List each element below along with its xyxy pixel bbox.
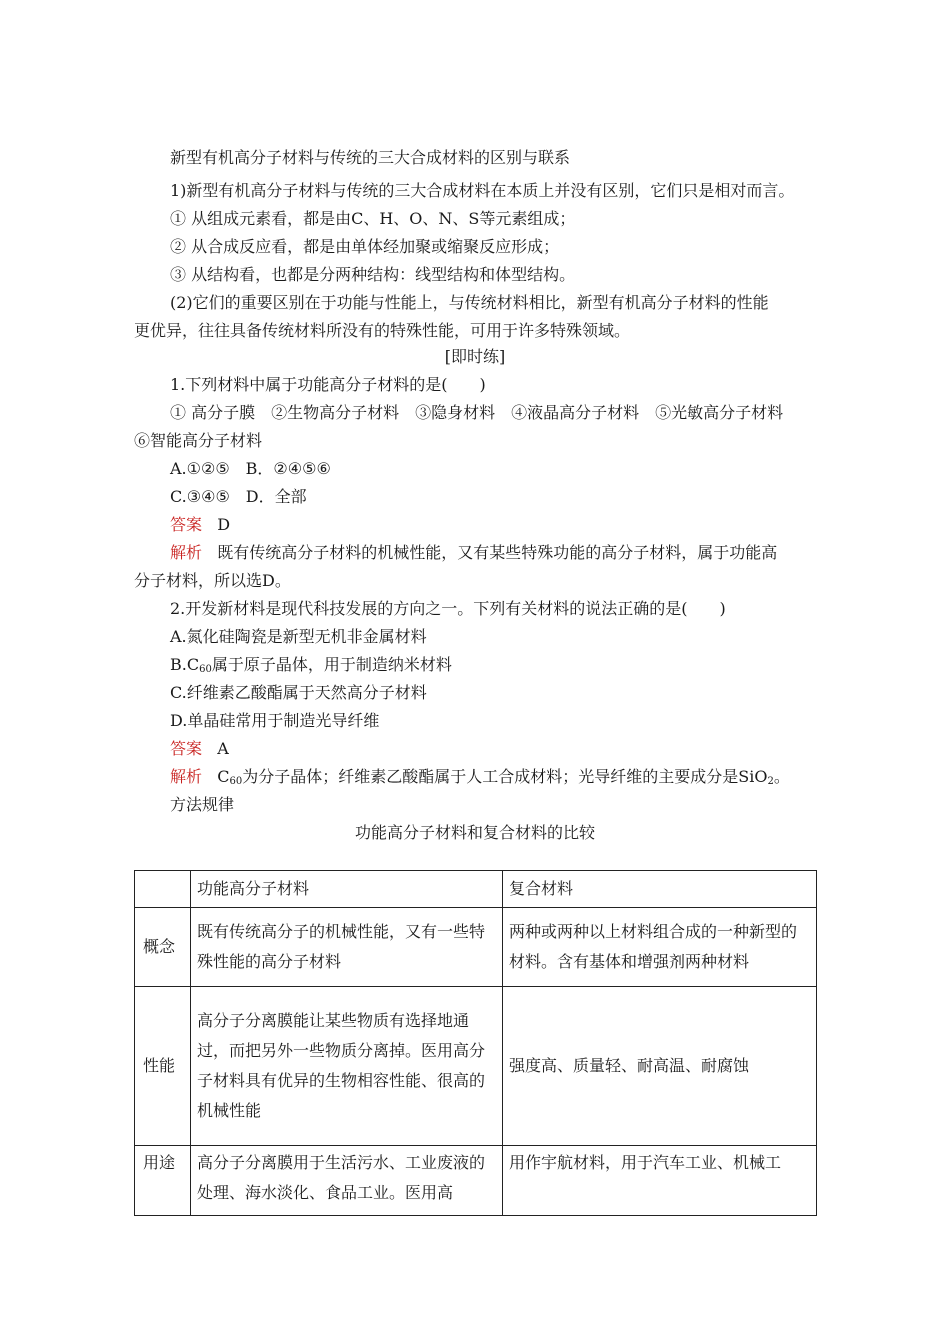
subscript: 60 [229, 776, 243, 787]
table-cell: 高分子分离膜用于生活污水、工业废液的处理、海水淡化、食品工业。医用高 [191, 1146, 503, 1216]
table-row [135, 1146, 817, 1216]
paragraph-2-line-2: 更优异，往往具备传统材料所没有的特殊性能，可用于许多特殊领域。 [134, 321, 631, 340]
q2-choice-c: C.纤维素乙酸酯属于天然高分子材料 [170, 683, 427, 702]
answer-value: D [217, 515, 231, 534]
q1-options-line-2: ⑥智能高分子材料 [134, 431, 263, 450]
q2-stem: 2.开发新材料是现代科技发展的方向之一。下列有关材料的说法正确的是( ) [170, 599, 726, 618]
answer-value: A [217, 739, 229, 758]
header-cell: 复合材料 [503, 871, 817, 908]
table-header-row [135, 871, 817, 908]
method-title: 方法规律 [170, 795, 235, 814]
analysis-label: 解析 [170, 543, 203, 562]
table-cell: 高分子分离膜能让某些物质有选择地通过，而把另外一些物质分离掉。医用高分子材料具有优异的生物相容性能、很高的机械性能 [191, 987, 503, 1146]
point-item: ② 从合成反应看，都是由单体经加聚或缩聚反应形成； [170, 237, 560, 256]
table-cell: 强度高、质量轻、耐高温、耐腐蚀 [503, 987, 817, 1146]
q2-answer [170, 738, 229, 760]
answer-label: 答案 [170, 515, 203, 534]
table-row [135, 987, 817, 1146]
table-cell: 既有传统高分子的机械性能，又有一些特殊性能的高分子材料 [191, 908, 503, 987]
q1-analysis-line-1 [170, 542, 777, 564]
q1-options-line-1: ① 高分子膜 ②生物高分子材料 ③隐身材料 ④液晶高分子材料 ⑤光敏高分子材料 [170, 403, 784, 422]
q1-stem: 1.下列材料中属于功能高分子材料的是( ) [170, 375, 486, 394]
q1-analysis-line-2: 分子材料，所以选D。 [134, 571, 291, 590]
table-cell: 两种或两种以上材料组合成的一种新型的材料。含有基体和增强剂两种材料 [503, 908, 817, 987]
q1-answer [170, 514, 230, 536]
q1-choices-cd: C.③④⑤ D．全部 [170, 487, 307, 506]
comparison-table [134, 870, 817, 1216]
row-label: 概念 [135, 908, 191, 987]
table-cell: 用作宇航材料，用于汽车工业、机械工 [503, 1146, 817, 1216]
point-item: ① 从组成元素看，都是由C、H、O、N、S等元素组成； [170, 209, 576, 228]
table-title: 功能高分子材料和复合材料的比较 [354, 823, 595, 842]
section-title: 新型有机高分子材料与传统的三大合成材料的区别与联系 [170, 148, 571, 167]
subscript: 2 [767, 776, 774, 787]
analysis-end: 。 [773, 767, 790, 786]
analysis-label: 解析 [170, 767, 203, 786]
row-label: 性能 [135, 987, 191, 1146]
table-row [135, 908, 817, 987]
point-item: ③ 从结构看，也都是分两种结构：线型结构和体型结构。 [170, 265, 576, 284]
q1-choices-ab: A.①②⑤ B．②④⑤⑥ [170, 459, 331, 478]
q2-choice-a: A.氮化硅陶瓷是新型无机非金属材料 [170, 627, 427, 646]
analysis-c: C [217, 767, 230, 786]
q2-analysis [170, 766, 790, 788]
choice-b-prefix: B.C [170, 655, 200, 674]
analysis-text: 为分子晶体；纤维素乙酸酯属于人工合成材料；光导纤维的主要成分是SiO [242, 767, 768, 786]
choice-b-text: 属于原子晶体，用于制造纳米材料 [211, 655, 452, 674]
row-label: 用途 [135, 1146, 191, 1216]
header-cell [135, 871, 191, 908]
answer-label: 答案 [170, 739, 203, 758]
paragraph-1: 1)新型有机高分子材料与传统的三大合成材料在本质上并没有区别，它们只是相对而言。 [170, 181, 795, 200]
paragraph-2-line-1: (2)它们的重要区别在于功能与性能上，与传统材料相比，新型有机高分子材料的性能 [170, 293, 769, 312]
q2-choice-d: D.单晶硅常用于制造光导纤维 [170, 711, 380, 730]
subscript: 60 [199, 664, 212, 675]
practice-title: [即时练] [444, 347, 506, 366]
header-cell: 功能高分子材料 [191, 871, 503, 908]
analysis-text: 既有传统高分子材料的机械性能，又有某些特殊功能的高分子材料，属于功能高 [217, 543, 778, 562]
q2-choice-b [170, 654, 452, 676]
